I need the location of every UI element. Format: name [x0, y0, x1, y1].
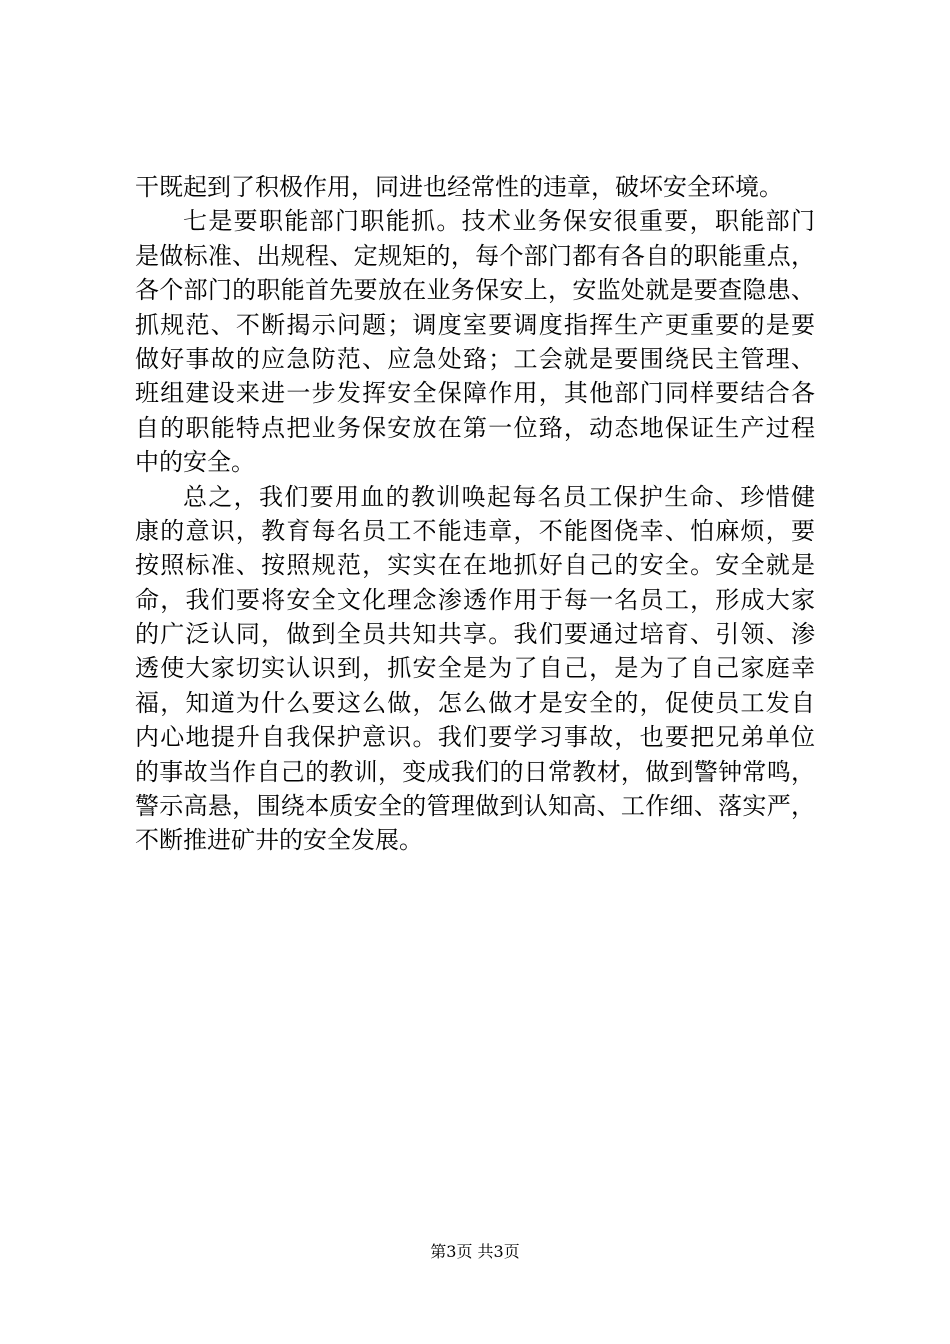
- text-line: 七是要职能部门职能抓。技术业务保安很重要，职能部门: [183, 207, 815, 236]
- text-line: 是做标准、出规程、定规矩的，每个部门都有各自的职能重点，: [135, 241, 815, 270]
- text-line: 按照标准、按照规范，实实在在地抓好自己的安全。安全就是: [135, 551, 815, 580]
- text-line: 抓规范、不断揭示问题；调度室要调度指挥生产更重要的是要: [135, 310, 815, 339]
- text-line: 班组建设来进一步发挥安全保障作用，其他部门同样要结合各: [135, 379, 815, 408]
- text-line: 康的意识，教育每名员工不能违章，不能图侥幸、怕麻烦，要: [135, 516, 815, 545]
- text-line: 自的职能特点把业务保安放在第一位臵，动态地保证生产过程: [135, 413, 815, 442]
- text-line: 命，我们要将安全文化理念渗透作用于每一名员工，形成大家: [135, 585, 815, 614]
- text-line: 干既起到了积极作用，同进也经常性的违章，破坏安全环境。: [135, 173, 783, 201]
- text-line: 总之，我们要用血的教训唤起每名员工保护生命、珍惜健: [183, 482, 815, 511]
- text-line: 的广泛认同，做到全员共知共享。我们要通过培育、引领、渗: [135, 620, 815, 649]
- text-line: 福，知道为什么要这么做，怎么做才是安全的，促使员工发自: [135, 688, 815, 717]
- text-line: 做好事故的应急防范、应急处臵；工会就是要围绕民主管理、: [135, 344, 815, 373]
- text-line: 不断推进矿井的安全发展。: [135, 826, 423, 855]
- text-line: 的事故当作自己的教训，变成我们的日常教材，做到警钟常鸣，: [135, 757, 815, 786]
- text-line: 警示高悬，围绕本质安全的管理做到认知高、工作细、落实严，: [135, 792, 815, 821]
- text-line: 透使大家切实认识到，抓安全是为了自己，是为了自己家庭幸: [135, 654, 815, 683]
- page-footer: 第3页 共3页: [430, 1242, 520, 1261]
- text-line: 内心地提升自我保护意识。我们要学习事故，也要把兄弟单位: [135, 723, 815, 752]
- text-line: 各个部门的职能首先要放在业务保安上，安监处就是要查隐患、: [135, 276, 815, 305]
- body-text: [135, 170, 815, 858]
- text-line: 中的安全。: [135, 448, 255, 477]
